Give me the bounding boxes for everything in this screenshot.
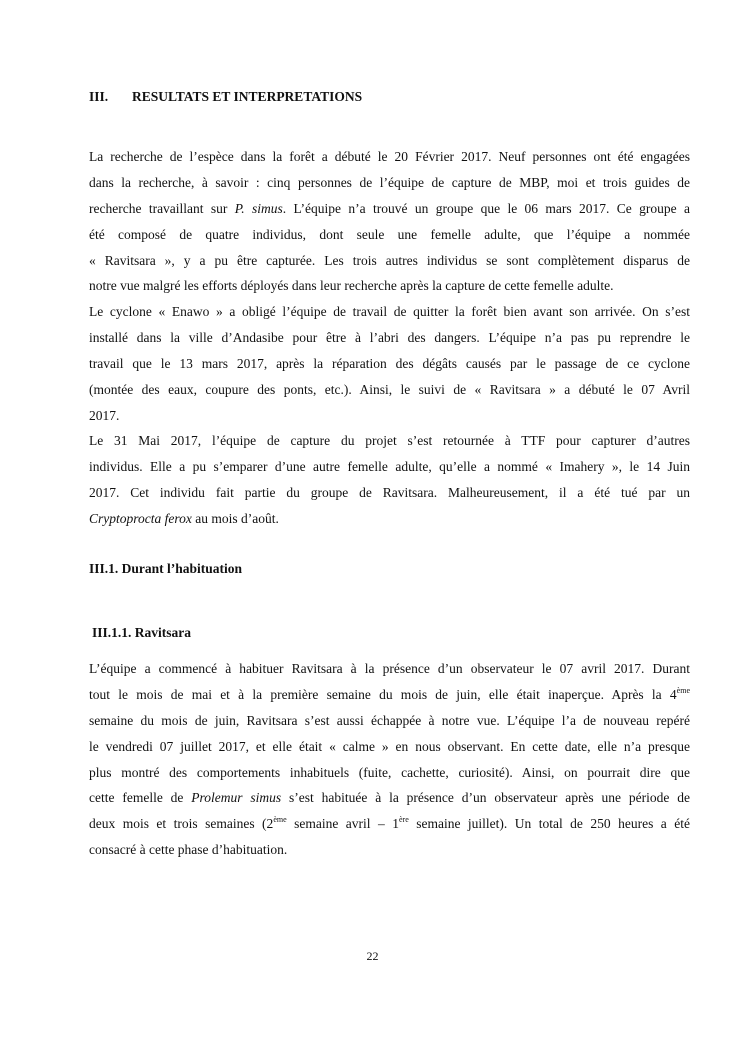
text-line: semaine du mois de juin, Ravitsara s’est aussi échappée à notre vue. L’équipe l’a de nouveau repéré — [89, 712, 690, 728]
text-run: s’est habituée à la présence d’un observateur après une période de — [281, 790, 690, 806]
page-number: 22 — [366, 949, 379, 963]
species-name: Cryptoprocta ferox — [89, 510, 192, 526]
text-line: 2017. — [89, 407, 120, 423]
subsubsection-heading: III.1.1. Ravitsara — [92, 625, 192, 640]
intro-paragraph-2 — [89, 299, 690, 428]
text-run: recherche travaillant sur — [89, 200, 235, 216]
text-run: tout le mois de mai et à la première semaine du mois de juin, elle était inaperçue. Après la 4 — [89, 686, 677, 702]
text-line: notre vue malgré les efforts déployés dans leur recherche après la capture de cette femelle adulte. — [89, 278, 614, 294]
text-run: cette femelle de — [89, 790, 192, 806]
text-run: semaine juillet). Un total de 250 heures a été — [408, 816, 690, 832]
text-run: deux mois et trois semaines (2 — [89, 816, 274, 832]
text-run: au mois d’août. — [191, 510, 279, 526]
species-name: Prolemur simus — [191, 790, 282, 806]
text-line: (montée des eaux, coupure des ponts, etc.). Ainsi, le suivi de « Ravitsara » a débuté le 07 Avril — [89, 381, 690, 397]
superscript: ème — [676, 685, 690, 695]
text-line — [89, 196, 690, 222]
superscript: ère — [398, 815, 409, 825]
text-line: La recherche de l’espèce dans la forêt a débuté le 20 Février 2017. Neuf personnes ont été engagées — [89, 149, 690, 164]
text-line: travail que le 13 mars 2017, après la réparation des dégâts causés par le passage de ce cyclone — [89, 355, 690, 371]
text-line: L’équipe a commencé à habituer Ravitsara à la présence d’un observateur le 07 avril 2017. Durant — [89, 661, 690, 676]
text-line: plus montré des comportements inhabituels (fuite, cachette, curiosité). Ainsi, on pourrait dire que — [89, 764, 690, 780]
text-line: dans la recherche, à savoir : cinq personnes de l’équipe de capture de MBP, moi et trois guides de — [89, 174, 690, 190]
section-title: RESULTATS ET INTERPRETATIONS — [132, 89, 363, 104]
text-run: . L’équipe n’a trouvé un groupe que le 06 mars 2017. Ce groupe a — [282, 200, 690, 216]
text-line — [89, 785, 690, 811]
text-line: Le 31 Mai 2017, l’équipe de capture du projet s’est retournée à TTF pour capturer d’autres — [89, 433, 690, 448]
section-heading — [89, 89, 362, 105]
text-line: 2017. Cet individu fait partie du groupe de Ravitsara. Malheureusement, il a été tué par un — [89, 484, 690, 500]
text-line — [89, 811, 690, 837]
intro-paragraph-1 — [89, 144, 690, 299]
text-line: individus. Elle a pu s’emparer d’une autre femelle adulte, qu’elle a nommé « Imahery », le 14 Juin — [89, 458, 690, 474]
species-name: P. simus — [234, 200, 283, 216]
text-line: « Ravitsara », y a pu être capturée. Les trois autres individus se sont complètement disparus de — [89, 252, 690, 268]
intro-paragraph-3 — [89, 428, 690, 532]
superscript: ème — [273, 815, 287, 825]
text-line: installé dans la ville d’Andasibe pour être à l’abri des dangers. L’équipe n’a pas pu reprendre le — [89, 329, 690, 345]
text-line: consacré à cette phase d’habituation. — [89, 842, 288, 858]
text-line — [89, 682, 690, 708]
ravitsara-paragraph — [89, 656, 690, 863]
text-line — [89, 506, 690, 532]
text-line: Le cyclone « Enawo » a obligé l’équipe de travail de quitter la forêt bien avant son arrivée. On s’est — [89, 304, 690, 319]
text-run: semaine avril – 1 — [286, 816, 399, 832]
section-number: III. — [89, 89, 109, 104]
subsection-heading: III.1. Durant l’habituation — [89, 561, 243, 576]
text-line: été composé de quatre individus, dont seule une femelle adulte, que l’équipe a nommée — [89, 226, 690, 242]
text-line: le vendredi 07 juillet 2017, et elle était « calme » en nous observant. En cette date, elle n’a presque — [89, 738, 690, 754]
